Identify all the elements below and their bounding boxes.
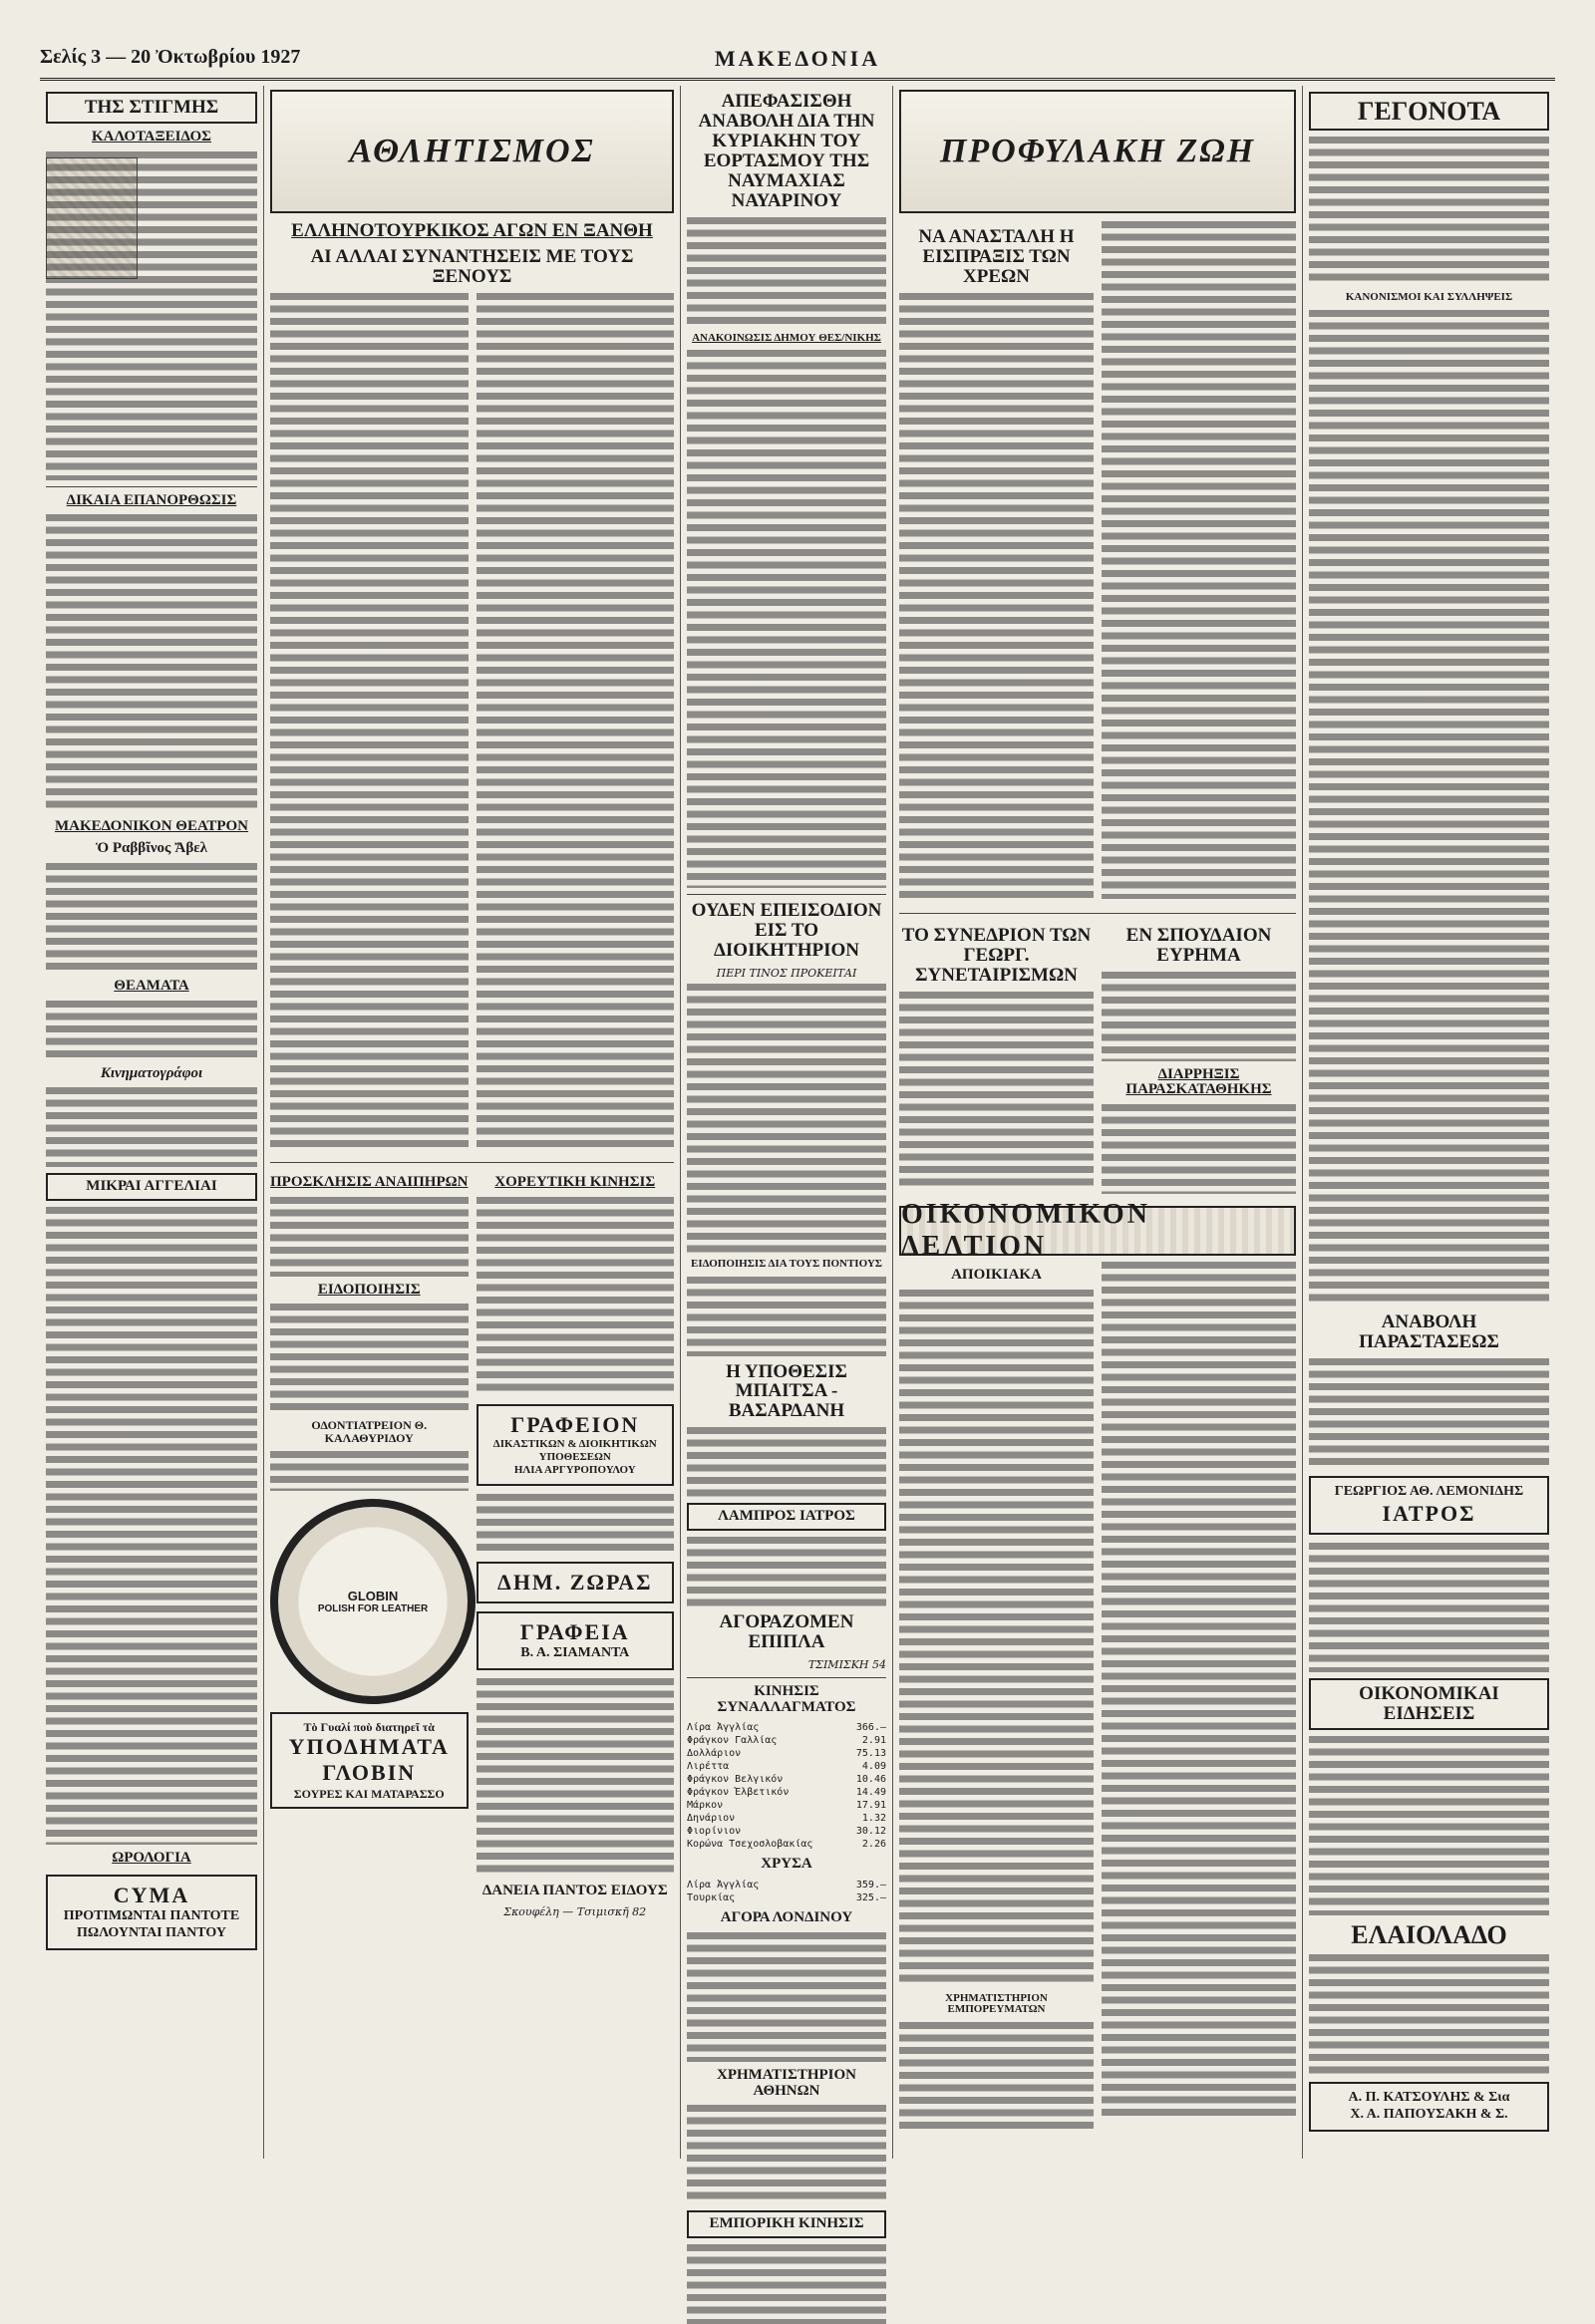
apofasisthi-headline: ΑΠΕΦΑΣΙΣΘΗ ΑΝΑΒΟΛΗ ΔΙΑ ΤΗΝ ΚΥΡΙΑΚΗΝ ΤΟΥ ΕΟΡΤΑΣΜΟΥ ΤΗΣ ΝΑΥΜΑΧΙΑΣ ΝΑΥΑΡΙΝΟΥ: [698, 91, 875, 211]
profylaki-zoi-banner: ΠΡΟΦΥΛΑΚΗ ΖΩΗ: [899, 90, 1296, 213]
mikrai-heading: ΜΙΚΡΑΙ ΑΓΓΕΛΙΑΙ: [46, 1173, 257, 1201]
ouden-headline: ΟΥΔΕΝ ΕΠΕΙΣΟΔΙΟΝ ΕΙΣ ΤΟ ΔΙΟΙΚΗΤΗΡΙΟΝ: [691, 900, 882, 962]
article-text: [270, 1304, 469, 1413]
agora-londinou-heading: ΑΓΟΡΑ ΛΟΝΔΙΝΟΥ: [720, 1909, 853, 1926]
rate-value: 1.32: [861, 1813, 886, 1825]
tsimiski-address: ΤΣΙΜΙΣΚΗ 54: [807, 1657, 886, 1671]
katsoulis-ad: [1309, 2082, 1549, 2132]
proklisis-heading: ΠΡΟΣΚΛΗΣΙΣ ΑΝΑΙΠΗΡΩΝ: [270, 1173, 469, 1190]
eidopoiisis-heading: ΕΙΔΟΠΟΙΗΣΙΣ: [317, 1281, 421, 1298]
rate-row: [687, 1879, 886, 1891]
rate-row: [687, 1734, 886, 1747]
eidopoiisis-pontious-heading: ΕΙΔΟΠΟΙΗΣΙΣ ΔΙΑ ΤΟΥΣ ΠΟΝΤΙΟΥΣ: [690, 1257, 882, 1270]
dim-zoras-title: ΔΗΜ. ΖΩΡΑΣ: [497, 1569, 653, 1595]
grafeion-title: ΓΡΑΦΕΙΟΝ: [510, 1411, 640, 1437]
rate-name: Μάρκον: [687, 1800, 724, 1812]
rate-value: 75.13: [855, 1748, 886, 1760]
rate-row: [687, 1721, 886, 1734]
orologia-heading: ΩΡΟΛΟΓΙΑ: [112, 1850, 191, 1867]
spoudaion-headline: ΕΝ ΣΠΟΥΔΑΙΟΝ ΕΥΡΗΜΑ: [1125, 924, 1272, 966]
article-text: [1102, 1104, 1296, 1194]
anavoli-heading: ΑΝΑΒΟΛΗ ΠΑΡΑΣΤΑΣΕΩΣ: [1359, 1310, 1499, 1352]
rate-name: Λιρέττα: [687, 1761, 730, 1773]
oikonomikon-banner: ΟΙΚΟΝΟΜΙΚΟΝ ΔΕΛΤΙΟΝ: [899, 1206, 1296, 1256]
rate-name: Φράγκον Ἑλβετικόν: [687, 1787, 790, 1799]
headline-xanthi: ΕΛΛΗΝΟΤΟΥΡΚΙΚΟΣ ΑΓΩΝ ΕΝ ΞΑΝΘΗ: [291, 220, 653, 241]
rate-row: [687, 1799, 886, 1812]
kiniseis-heading: ΚΙΝΗΣΙΣ ΣΥΝΑΛΛΑΓΜΑΤΟΣ: [717, 1682, 856, 1715]
rate-row: [687, 1838, 886, 1851]
article-text: [1309, 310, 1549, 1307]
article-text: [46, 514, 257, 813]
rate-row: [687, 1825, 886, 1838]
diarrixis-heading: ΔΙΑΡΡΗΞΙΣ ΠΑΡΑΣΚΑΤΑΘΗΚΗΣ: [1125, 1065, 1272, 1098]
article-text: [477, 1494, 675, 1554]
article-text: [46, 863, 257, 973]
stigmis-heading: ΤΗΣ ΣΤΙΓΜΗΣ: [46, 92, 257, 124]
column-3: [681, 86, 893, 2232]
article-text: [270, 1451, 469, 1491]
kinimatografoi-heading: Κινηματογράφοι: [100, 1064, 203, 1081]
rate-name: Κορώνα Τσεχοσλοβακίας: [687, 1839, 813, 1851]
rate-name: Τουρκίας: [687, 1892, 736, 1904]
chrimatistirion-heading: ΧΡΗΜΑΤΙΣΤΗΡΙΟΝ ΑΘΗΝΩΝ: [716, 2066, 857, 2099]
article-text: [1309, 1358, 1549, 1468]
iatros-title: ΙΑΤΡΟΣ: [1382, 1500, 1476, 1526]
rate-value: 2.91: [861, 1735, 886, 1747]
seal-top-text: GLOBIN: [347, 1588, 399, 1603]
chrysa-heading: ΧΡΥΣΑ: [761, 1856, 812, 1873]
article-text: [687, 1537, 886, 1606]
skoufeli-address: Σκουφέλη — Τσιμισκῆ 82: [503, 1904, 647, 1918]
rate-value: 2.26: [861, 1839, 886, 1851]
anakoinosis-heading: ΑΝΑΚΟΙΝΩΣΙΣ ΔΗΜΟΥ ΘΕΣ/ΝΙΚΗΣ: [692, 331, 881, 344]
grafeia-title: ΓΡΑΦΕΙΑ: [519, 1618, 630, 1644]
rate-value: 359.—: [855, 1880, 886, 1891]
rate-row: [687, 1891, 886, 1904]
gold-rates-table: [687, 1879, 886, 1904]
exchange-rates-table: [687, 1721, 886, 1851]
grafeion-ad: [477, 1404, 675, 1486]
siamanta-ad: [477, 1611, 675, 1670]
rates-text: [687, 1932, 886, 2062]
globin-ad: [270, 1712, 469, 1810]
article-text: [477, 1197, 675, 1396]
rate-name: Φράγκον Γαλλίας: [687, 1735, 778, 1747]
dim-zoras-ad: [477, 1562, 675, 1603]
rates-text: [687, 2105, 886, 2204]
column-1: [40, 86, 264, 2159]
grafeion-sub: ΔΙΚΑΣΤΙΚΩΝ & ΔΙΟΙΚΗΤΙΚΩΝ ΥΠΟΘΕΣΕΩΝ: [492, 1437, 657, 1464]
papousakis-name: Χ. Α. ΠΑΠΟΥΣΑΚΗ & Σ.: [1350, 2106, 1508, 2122]
cyma-logo: CYMA: [113, 1882, 190, 1907]
article-text: [270, 293, 469, 1150]
katsoulis-name: Α. Π. ΚΑΤΣΟΥΛΗΣ & Σια: [1348, 2090, 1510, 2106]
rate-value: 17.91: [855, 1800, 886, 1812]
ypodimata-text: ΥΠΟΔΗΜΑΤΑ: [288, 1733, 450, 1759]
newspaper-title: ΜΑΚΕΔΟΝΙΑ: [714, 46, 881, 71]
rate-name: Δολλάριον: [687, 1748, 742, 1760]
lemonidis-name: ΓΕΩΡΓΙΟΣ ΑΘ. ΛΕΜΟΝΙΔΗΣ: [1334, 1483, 1524, 1499]
lemonidis-ad: [1309, 1476, 1549, 1535]
article-text: [687, 1277, 886, 1356]
lampros-heading: ΛΑΜΠΡΟΣ ΙΑΤΡΟΣ: [687, 1503, 886, 1531]
agorazomen-heading: ΑΓΟΡΑΖΟΜΕΝ ΕΠΙΠΛΑ: [719, 1611, 854, 1653]
article-text: [687, 1427, 886, 1497]
rate-value: 4.09: [861, 1761, 886, 1773]
article-text: [1102, 972, 1296, 1061]
rate-value: 14.49: [855, 1787, 886, 1799]
masthead: [40, 44, 1555, 81]
article-text: [687, 2244, 886, 2324]
na-anastali-headline: ΝΑ ΑΝΑΣΤΑΛΗ Η ΕΙΣΠΡΑΞΙΣ ΤΩΝ ΧΡΕΩΝ: [918, 226, 1075, 287]
article-text: [46, 1001, 257, 1060]
argyropoulos-name: ΗΛΙΑ ΑΡΓΥΡΟΠΟΥΛΟΥ: [513, 1464, 636, 1477]
rate-row: [687, 1786, 886, 1799]
rabinos-heading: Ὁ Ραββῖνος Ἄβελ: [95, 840, 208, 857]
rate-value: 325.—: [855, 1892, 886, 1904]
column-4: [893, 86, 1303, 2159]
article-text: [687, 217, 886, 327]
rate-name: Φιορίνιον: [687, 1826, 742, 1838]
article-text: [477, 1678, 675, 1878]
glovin-text: ΓΛΟΒΙΝ: [322, 1760, 417, 1786]
kalotaxeidos-heading: ΚΑΛΟΤΑΞΕΙΔΟΣ: [92, 128, 211, 145]
theamata-heading: ΘΕΑΜΑΤΑ: [114, 977, 189, 994]
rate-row: [687, 1760, 886, 1773]
column-5: [1303, 86, 1555, 2159]
chrimatistirion-emp-heading: ΧΡΗΜΑΤΙΣΤΗΡΙΟΝ ΕΜΠΟΡΕΥΜΑΤΩΝ: [945, 1991, 1048, 2016]
article-text: [46, 151, 257, 480]
shoe-line: Τὸ Γυαλί ποὺ διατηρεῖ τὰ: [303, 1719, 435, 1734]
article-text: [899, 992, 1094, 1191]
dikaia-heading: ΔΙΚΑΙΑ ΕΠΑΝΟΡΘΩΣΙΣ: [66, 491, 237, 508]
rate-value: 10.46: [855, 1774, 886, 1786]
rate-name: Λίρα Ἀγγλίας: [687, 1880, 760, 1891]
article-text: [899, 2022, 1094, 2132]
rate-row: [687, 1812, 886, 1825]
daneia-heading: ΔΑΝΕΙΑ ΠΑΝΤΟΣ ΕΙΔΟΥΣ: [481, 1883, 668, 1899]
emporiki-heading: ΕΜΠΟΡΙΚΗ ΚΙΝΗΣΙΣ: [687, 2210, 886, 2238]
article-text: [1102, 1262, 1296, 2119]
gegonota-heading: ΓΕΓΟΝΟΤΑ: [1309, 92, 1549, 131]
siamanta-name: Β. Α. ΣΙΑΜΑΝΤΑ: [520, 1645, 630, 1661]
rate-value: 30.12: [855, 1826, 886, 1838]
rate-name: Φράγκον Βελγικόν: [687, 1774, 784, 1786]
classified-text: [46, 1207, 257, 1845]
synedrion-headline: ΤΟ ΣΥΝΕΔΡΙΟΝ ΤΩΝ ΓΕΩΡΓ. ΣΥΝΕΤΑΙΡΙΣΜΩΝ: [901, 924, 1092, 986]
article-text: [1309, 1736, 1549, 1915]
elaiolado-heading: ΕΛΑΙΟΛΑΔΟ: [1351, 1919, 1507, 1949]
article-text: [46, 1087, 257, 1167]
seal-bottom-text: POLISH FOR LEATHER: [317, 1602, 429, 1614]
xoreftiki-heading: ΧΟΡΕΥΤΙΚΗ ΚΙΝΗΣΙΣ: [494, 1173, 656, 1190]
article-text: [1309, 1543, 1549, 1672]
globin-seal-ad: [270, 1499, 476, 1704]
headline-synantiseis: ΑΙ ΑΛΛΑΙ ΣΥΝΑΝΤΗΣΕΙΣ ΜΕ ΤΟΥΣ ΞΕΝΟΥΣ: [310, 245, 634, 287]
article-text: [270, 1197, 469, 1277]
article-text: [477, 293, 675, 1150]
cyma-line-1: ΠΡΟΤΙΜΩΝΤΑΙ ΠΑΝΤΟΤΕ: [63, 1908, 240, 1924]
rate-name: Λίρα Ἀγγλίας: [687, 1722, 760, 1734]
cyma-line-2: ΠΩΛΟΥΝΤΑΙ ΠΑΝΤΟΥ: [77, 1925, 226, 1941]
soures-text: ΣΟΥΡΕΣ ΚΑΙ ΜΑΤΑΡΑΣΣΟ: [293, 1786, 445, 1801]
peri-tinos-sub: ΠΕΡΙ ΤΙΝΟΣ ΠΡΟΚΕΙΤΑΙ: [716, 966, 857, 980]
article-text: [687, 350, 886, 888]
article-text: [1309, 137, 1549, 286]
rate-row: [687, 1773, 886, 1786]
article-text: [899, 1290, 1094, 1987]
theatron-heading: ΜΑΚΕΔΟΝΙΚΟΝ ΘΕΑΤΡΟΝ: [54, 818, 249, 835]
article-text: [687, 984, 886, 1253]
athlitismos-banner: ΑΘΛΗΤΙΣΜΟΣ: [270, 90, 674, 213]
rate-row: [687, 1747, 886, 1760]
article-text: [1102, 221, 1296, 899]
article-text: [1309, 1954, 1549, 2074]
page-date: Σελίς 3 — 20 Ὀκτωβρίου 1927: [40, 46, 301, 68]
kanonismoi-heading: ΚΑΝΟΝΙΣΜΟΙ ΚΑΙ ΣΥΛΛΗΨΕΙΣ: [1345, 291, 1513, 304]
rate-name: Δηνάριον: [687, 1813, 736, 1825]
cyma-ad: [46, 1875, 257, 1950]
apoikiaka-heading: ΑΠΟΙΚΙΑΚΑ: [951, 1267, 1042, 1284]
rate-value: 366.—: [855, 1722, 886, 1734]
article-text: [899, 293, 1094, 901]
ypothesis-headline: Η ΥΠΟΘΕΣΙΣ ΜΠΑΙΤΣΑ - ΒΑΣΑΡΔΑΝΗ: [726, 1360, 847, 1422]
odontiatreion-heading: ΟΔΟΝΤΙΑΤΡΕΙΟΝ Θ. ΚΑΛΑΘΥΡΙΔΟΥ: [311, 1418, 428, 1445]
oikonomikai-heading: ΟΙΚΟΝΟΜΙΚΑΙ ΕΙΔΗΣΕΙΣ: [1309, 1678, 1549, 1730]
column-2: [264, 86, 681, 2159]
